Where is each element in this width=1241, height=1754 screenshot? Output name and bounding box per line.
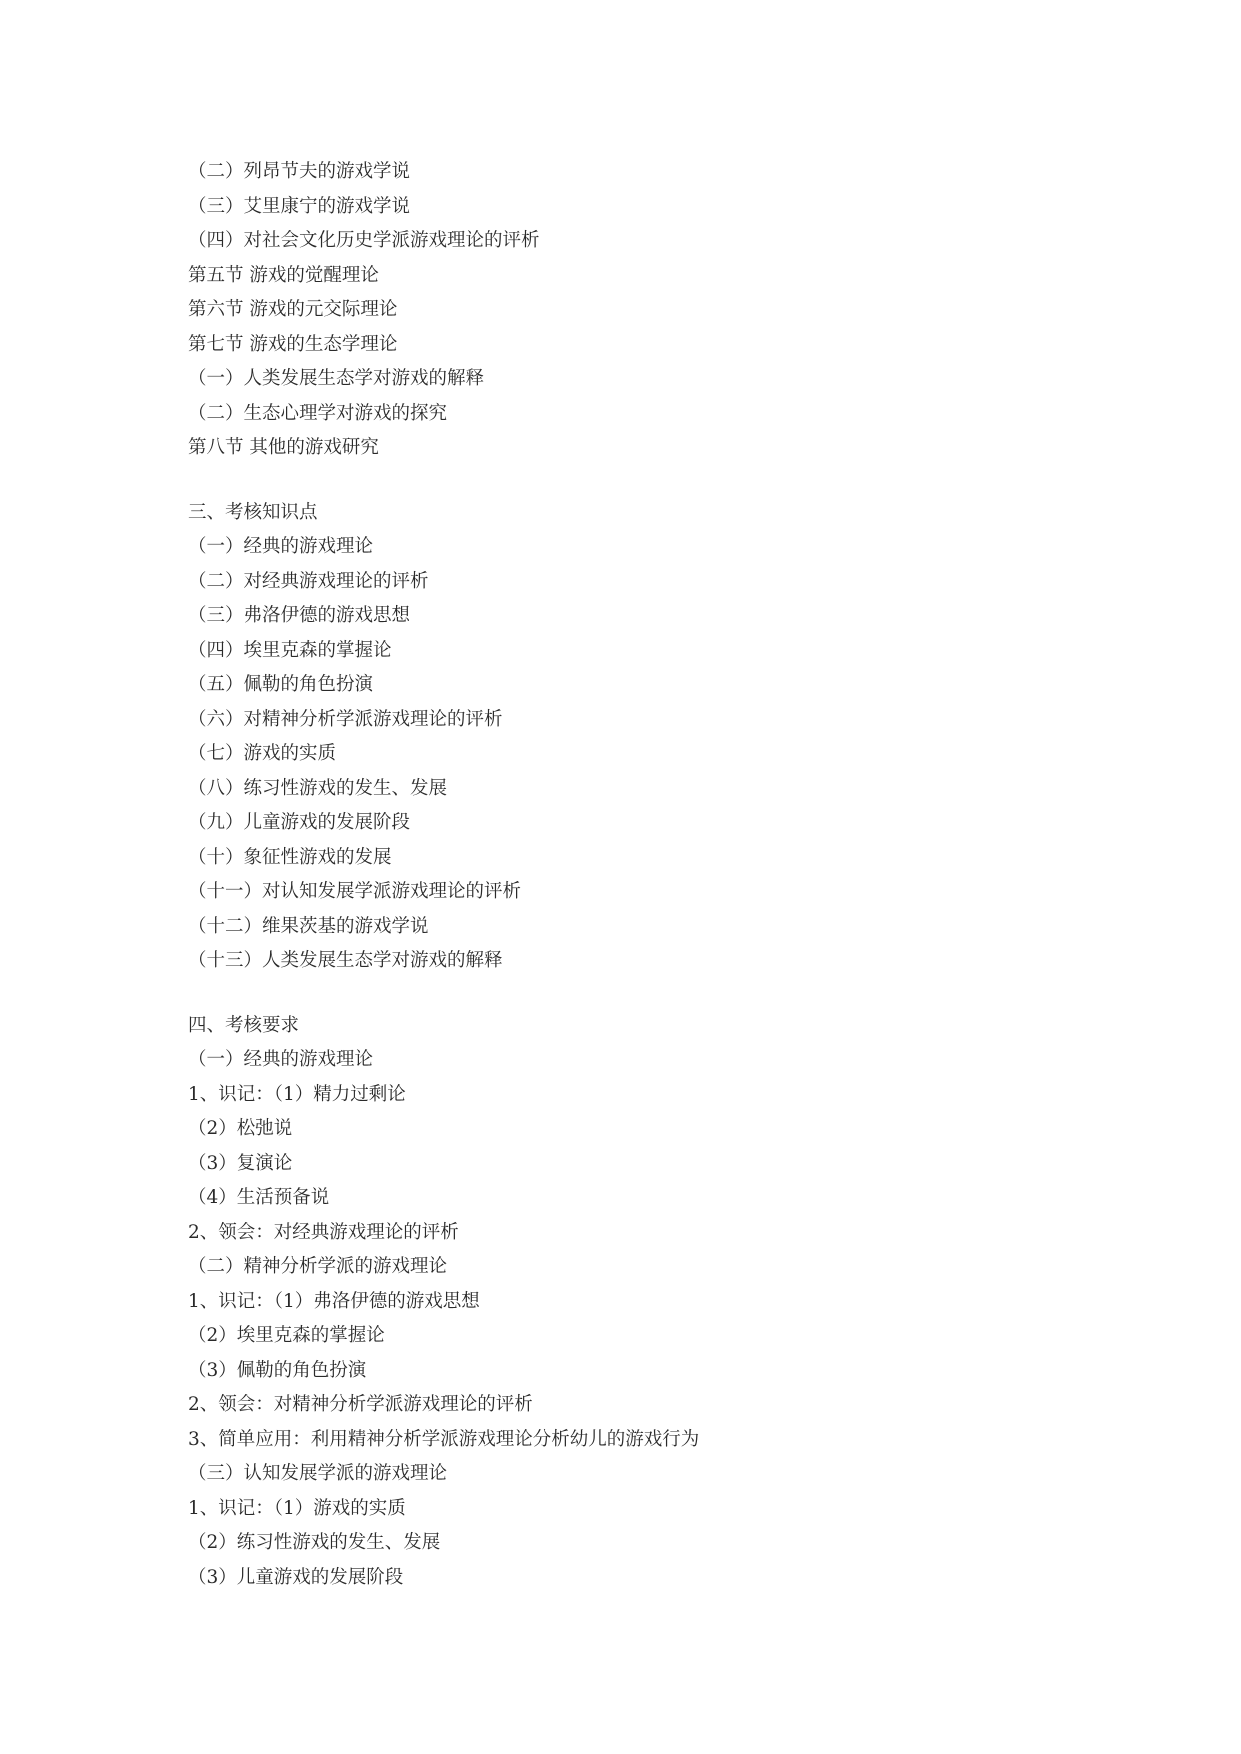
requirement-item: （三）认知发展学派的游戏理论 <box>188 1463 448 1484</box>
requirement-item: （二）精神分析学派的游戏理论 <box>188 1256 448 1277</box>
knowledge-item: （八）练习性游戏的发生、发展 <box>188 777 448 799</box>
outline-line: （三）艾里康宁的游戏学说 <box>188 195 411 217</box>
outline-line: 第五节 游戏的觉醒理论 <box>188 264 379 286</box>
knowledge-item: （十一）对认知发展学派游戏理论的评析 <box>188 881 522 902</box>
knowledge-item: （一）经典的游戏理论 <box>188 536 374 557</box>
outline-line: 第六节 游戏的元交际理论 <box>188 299 398 320</box>
requirement-item: 1、识记：（1）弗洛伊德的游戏思想 <box>188 1290 480 1312</box>
requirement-item: 1、识记：（1）精力过剩论 <box>188 1083 406 1105</box>
requirements-block <box>188 1009 1088 1596</box>
outline-line: （二）列昂节夫的游戏学说 <box>188 161 411 182</box>
requirement-item: （4）生活预备说 <box>188 1187 330 1208</box>
requirement-item: （3）儿童游戏的发展阶段 <box>188 1566 404 1588</box>
outline-line: 第七节 游戏的生态学理论 <box>188 333 398 355</box>
outline-line: （四）对社会文化历史学派游戏理论的评析 <box>188 230 540 251</box>
knowledge-item: （十三）人类发展生态学对游戏的解释 <box>188 950 503 971</box>
knowledge-points-block <box>188 496 1088 979</box>
knowledge-item: （二）对经典游戏理论的评析 <box>188 570 429 592</box>
knowledge-item: （九）儿童游戏的发展阶段 <box>188 812 411 833</box>
requirement-item: 2、领会：对精神分析学派游戏理论的评析 <box>188 1394 533 1415</box>
outline-line: （一）人类发展生态学对游戏的解释 <box>188 368 485 389</box>
outline-line: 第八节 其他的游戏研究 <box>188 437 379 458</box>
knowledge-item: （四）埃里克森的掌握论 <box>188 639 392 661</box>
requirement-item: （一）经典的游戏理论 <box>188 1049 374 1070</box>
outline-line: （二）生态心理学对游戏的探究 <box>188 402 448 424</box>
requirement-item: 3、简单应用：利用精神分析学派游戏理论分析幼儿的游戏行为 <box>188 1428 700 1450</box>
paragraph-gap <box>188 979 1088 1009</box>
section-heading: 三、考核知识点 <box>188 501 318 523</box>
requirement-item: （2）练习性游戏的发生、发展 <box>188 1532 441 1553</box>
knowledge-item: （三）弗洛伊德的游戏思想 <box>188 605 411 626</box>
knowledge-item: （六）对精神分析学派游戏理论的评析 <box>188 708 503 730</box>
knowledge-item: （五）佩勒的角色扮演 <box>188 674 374 695</box>
document-page <box>188 155 1088 1595</box>
section-heading: 四、考核要求 <box>188 1014 300 1036</box>
requirement-item: （3）佩勒的角色扮演 <box>188 1359 367 1381</box>
requirement-item: （2）埃里克森的掌握论 <box>188 1325 385 1346</box>
chapter-outline-block <box>188 155 1088 466</box>
requirement-item: （2）松弛说 <box>188 1118 293 1139</box>
knowledge-item: （十）象征性游戏的发展 <box>188 846 392 868</box>
knowledge-item: （七）游戏的实质 <box>188 743 337 764</box>
knowledge-item: （十二）维果茨基的游戏学说 <box>188 915 429 937</box>
requirement-item: （3）复演论 <box>188 1152 293 1174</box>
paragraph-gap <box>188 466 1088 496</box>
requirement-item: 2、领会：对经典游戏理论的评析 <box>188 1221 459 1243</box>
requirement-item: 1、识记：（1）游戏的实质 <box>188 1497 406 1519</box>
